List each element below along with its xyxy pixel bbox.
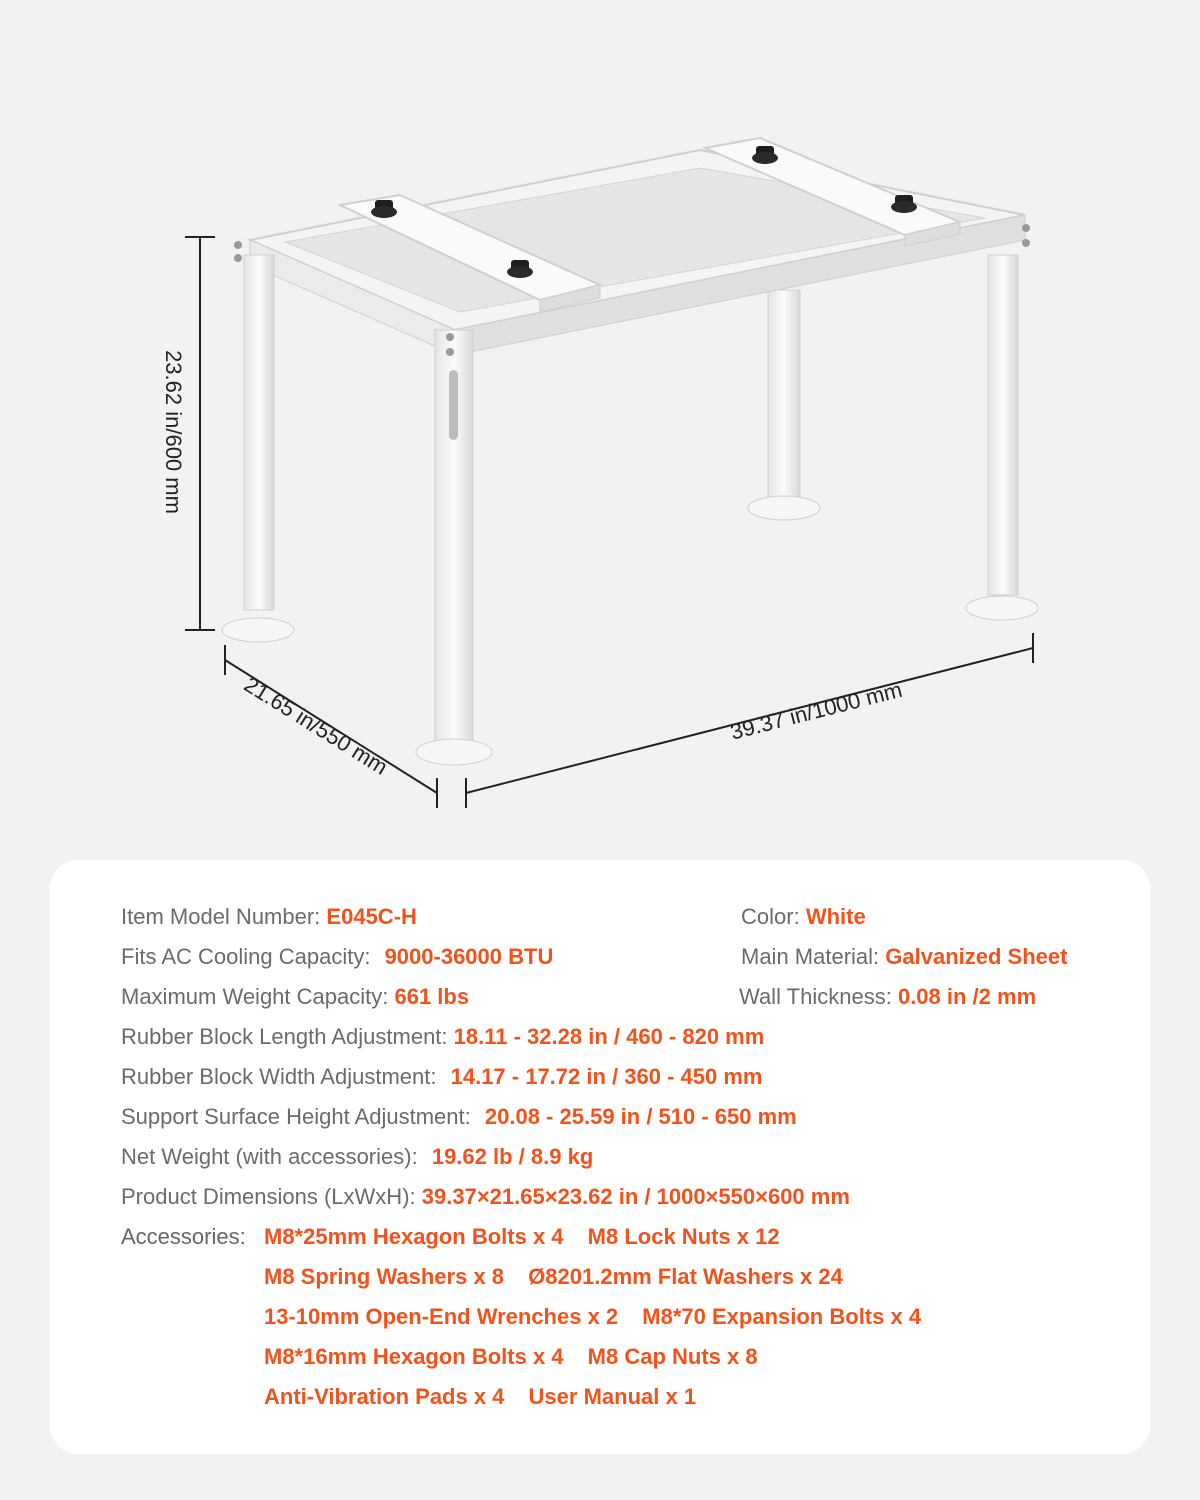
front-left-leg	[222, 241, 294, 642]
spec-material: Main Material: Galvanized Sheet	[741, 944, 1068, 969]
spec-material-value: Galvanized Sheet	[885, 944, 1068, 969]
spec-color-value: White	[805, 904, 866, 929]
top-frame	[250, 150, 1025, 355]
accessory-item: M8*70 Expansion Bolts x 4	[642, 1304, 922, 1329]
accessory-item: User Manual x 1	[528, 1384, 697, 1409]
accessories-label: Accessories:	[121, 1224, 246, 1249]
spec-max-weight: Maximum Weight Capacity: 661 lbs	[121, 984, 470, 1009]
spec-wall: Wall Thickness: 0.08 in /2 mm	[739, 984, 1037, 1009]
accessory-item: M8 Spring Washers x 8	[264, 1264, 505, 1289]
dimension-height-label: 23.62 in/600 mm	[161, 350, 186, 514]
spec-block-length: Rubber Block Length Adjustment: 18.11 - 32.28 in / 460 - 820 mm	[121, 1024, 765, 1049]
accessory-item: Ø8201.2mm Flat Washers x 24	[528, 1264, 843, 1289]
spec-color: Color: White	[741, 904, 866, 929]
spec-net-weight-value: 19.62 lb / 8.9 kg	[431, 1144, 594, 1169]
spec-product-dims: Product Dimensions (LxWxH): 39.37×21.65×23.62 in / 1000×550×600 mm	[121, 1184, 850, 1209]
spec-max-weight-value: 661 lbs	[394, 984, 470, 1009]
spec-model-value: E045C-H	[326, 904, 417, 929]
spec-model: Item Model Number: E045C-H	[121, 904, 417, 929]
accessories-line	[264, 1222, 798, 1252]
dimension-depth-label: 21.65 in/550 mm	[239, 671, 393, 780]
spec-product-dims-value: 39.37×21.65×23.62 in / 1000×550×600 mm	[421, 1184, 850, 1209]
spec-block-width: Rubber Block Width Adjustment: 14.17 - 17.72 in / 360 - 450 mm	[121, 1064, 763, 1089]
accessories-line	[264, 1262, 861, 1292]
accessory-item: 13-10mm Open-End Wrenches x 2	[264, 1304, 619, 1329]
accessory-item: M8 Lock Nuts x 12	[587, 1224, 780, 1249]
spec-wall-value: 0.08 in /2 mm	[897, 984, 1037, 1009]
spec-net-weight: Net Weight (with accessories): 19.62 lb / 8.9 kg	[121, 1144, 594, 1169]
spec-capacity: Fits AC Cooling Capacity: 9000-36000 BTU	[121, 944, 554, 969]
accessory-item: Anti-Vibration Pads x 4	[264, 1384, 505, 1409]
accessories-line	[264, 1382, 714, 1412]
spec-block-length-value: 18.11 - 32.28 in / 460 - 820 mm	[453, 1024, 765, 1049]
back-right-leg	[966, 255, 1038, 620]
accessories-line	[264, 1342, 776, 1372]
accessory-item: M8*16mm Hexagon Bolts x 4	[264, 1344, 564, 1369]
accessories-line	[264, 1302, 939, 1332]
spec-card	[50, 860, 1150, 1454]
spec-block-width-value: 14.17 - 17.72 in / 360 - 450 mm	[450, 1064, 763, 1089]
accessory-item: M8*25mm Hexagon Bolts x 4	[264, 1224, 564, 1249]
dimension-length-label: 39.37 in/1000 mm	[727, 676, 905, 745]
spec-capacity-value: 9000-36000 BTU	[384, 944, 554, 969]
spec-surface-height: Support Surface Height Adjustment: 20.08 - 25.59 in / 510 - 650 mm	[121, 1104, 797, 1129]
spec-surface-height-value: 20.08 - 25.59 in / 510 - 650 mm	[484, 1104, 797, 1129]
accessory-item: M8 Cap Nuts x 8	[587, 1344, 758, 1369]
